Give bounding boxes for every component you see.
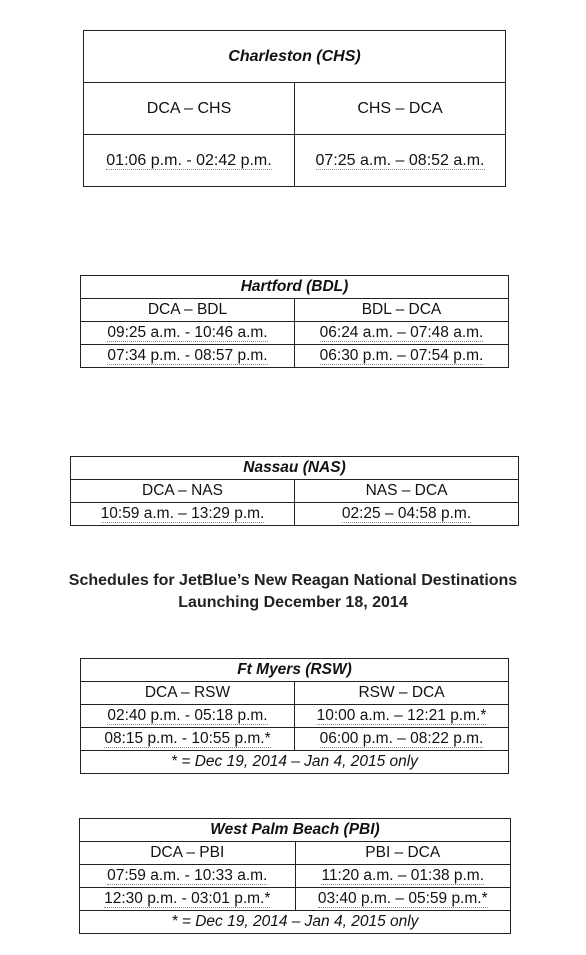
column-header-return: CHS – DCA — [295, 83, 506, 135]
time-cell: 10:59 a.m. – 13:29 p.m. — [100, 505, 265, 522]
column-header-return: RSW – DCA — [295, 682, 509, 705]
time-cell: 02:25 – 04:58 p.m. — [341, 505, 472, 522]
table-row — [81, 728, 509, 751]
time-cell: 02:40 p.m. - 05:18 p.m. — [107, 707, 268, 724]
time-cell: 06:00 p.m. – 08:22 p.m. — [319, 730, 484, 747]
table-title: Charleston (CHS) — [84, 31, 506, 83]
table-row — [81, 705, 509, 728]
heading-line-2: Launching December 18, 2014 — [178, 594, 408, 611]
schedule-table-ft-myers — [80, 658, 509, 774]
table-title: Ft Myers (RSW) — [81, 659, 509, 682]
footnote: * = Dec 19, 2014 – Jan 4, 2015 only — [80, 911, 511, 934]
column-header-return: NAS – DCA — [295, 480, 519, 503]
time-cell: 03:40 p.m. – 05:59 p.m.* — [317, 890, 488, 907]
table-row — [81, 322, 509, 345]
time-cell: 09:25 a.m. - 10:46 a.m. — [107, 324, 268, 341]
time-cell: 08:15 p.m. - 10:55 p.m.* — [104, 730, 271, 747]
column-header-return: BDL – DCA — [295, 299, 509, 322]
column-header-outbound: DCA – NAS — [71, 480, 295, 503]
table-title: Hartford (BDL) — [81, 276, 509, 299]
time-cell: 06:24 a.m. – 07:48 a.m. — [319, 324, 484, 341]
table-row — [80, 888, 511, 911]
time-cell: 07:59 a.m. - 10:33 a.m. — [107, 867, 268, 884]
time-cell: 12:30 p.m. - 03:01 p.m.* — [104, 890, 271, 907]
table-row — [71, 503, 519, 526]
footnote: * = Dec 19, 2014 – Jan 4, 2015 only — [81, 751, 509, 774]
table-row — [80, 865, 511, 888]
time-cell: 10:00 a.m. – 12:21 p.m.* — [316, 707, 487, 724]
time-cell: 07:25 a.m. – 08:52 a.m. — [315, 151, 485, 169]
table-title: Nassau (NAS) — [71, 457, 519, 480]
time-cell: 06:30 p.m. – 07:54 p.m. — [319, 347, 484, 364]
column-header-outbound: DCA – CHS — [84, 83, 295, 135]
table-title: West Palm Beach (PBI) — [80, 819, 511, 842]
column-header-outbound: DCA – BDL — [81, 299, 295, 322]
time-cell: 01:06 p.m. - 02:42 p.m. — [106, 151, 272, 169]
table-row — [84, 135, 506, 187]
column-header-return: PBI – DCA — [295, 842, 511, 865]
heading-line-1: Schedules for JetBlue’s New Reagan National Destinations — [68, 572, 518, 589]
section-heading — [30, 570, 556, 614]
column-header-outbound: DCA – RSW — [81, 682, 295, 705]
time-cell: 07:34 p.m. - 08:57 p.m. — [107, 347, 268, 364]
table-row — [81, 345, 509, 368]
schedule-table-hartford — [80, 275, 509, 368]
schedule-table-charleston — [83, 30, 506, 187]
time-cell: 11:20 a.m. – 01:38 p.m. — [321, 867, 485, 884]
schedule-table-west-palm-beach — [79, 818, 511, 934]
column-header-outbound: DCA – PBI — [80, 842, 296, 865]
schedule-table-nassau — [70, 456, 519, 526]
